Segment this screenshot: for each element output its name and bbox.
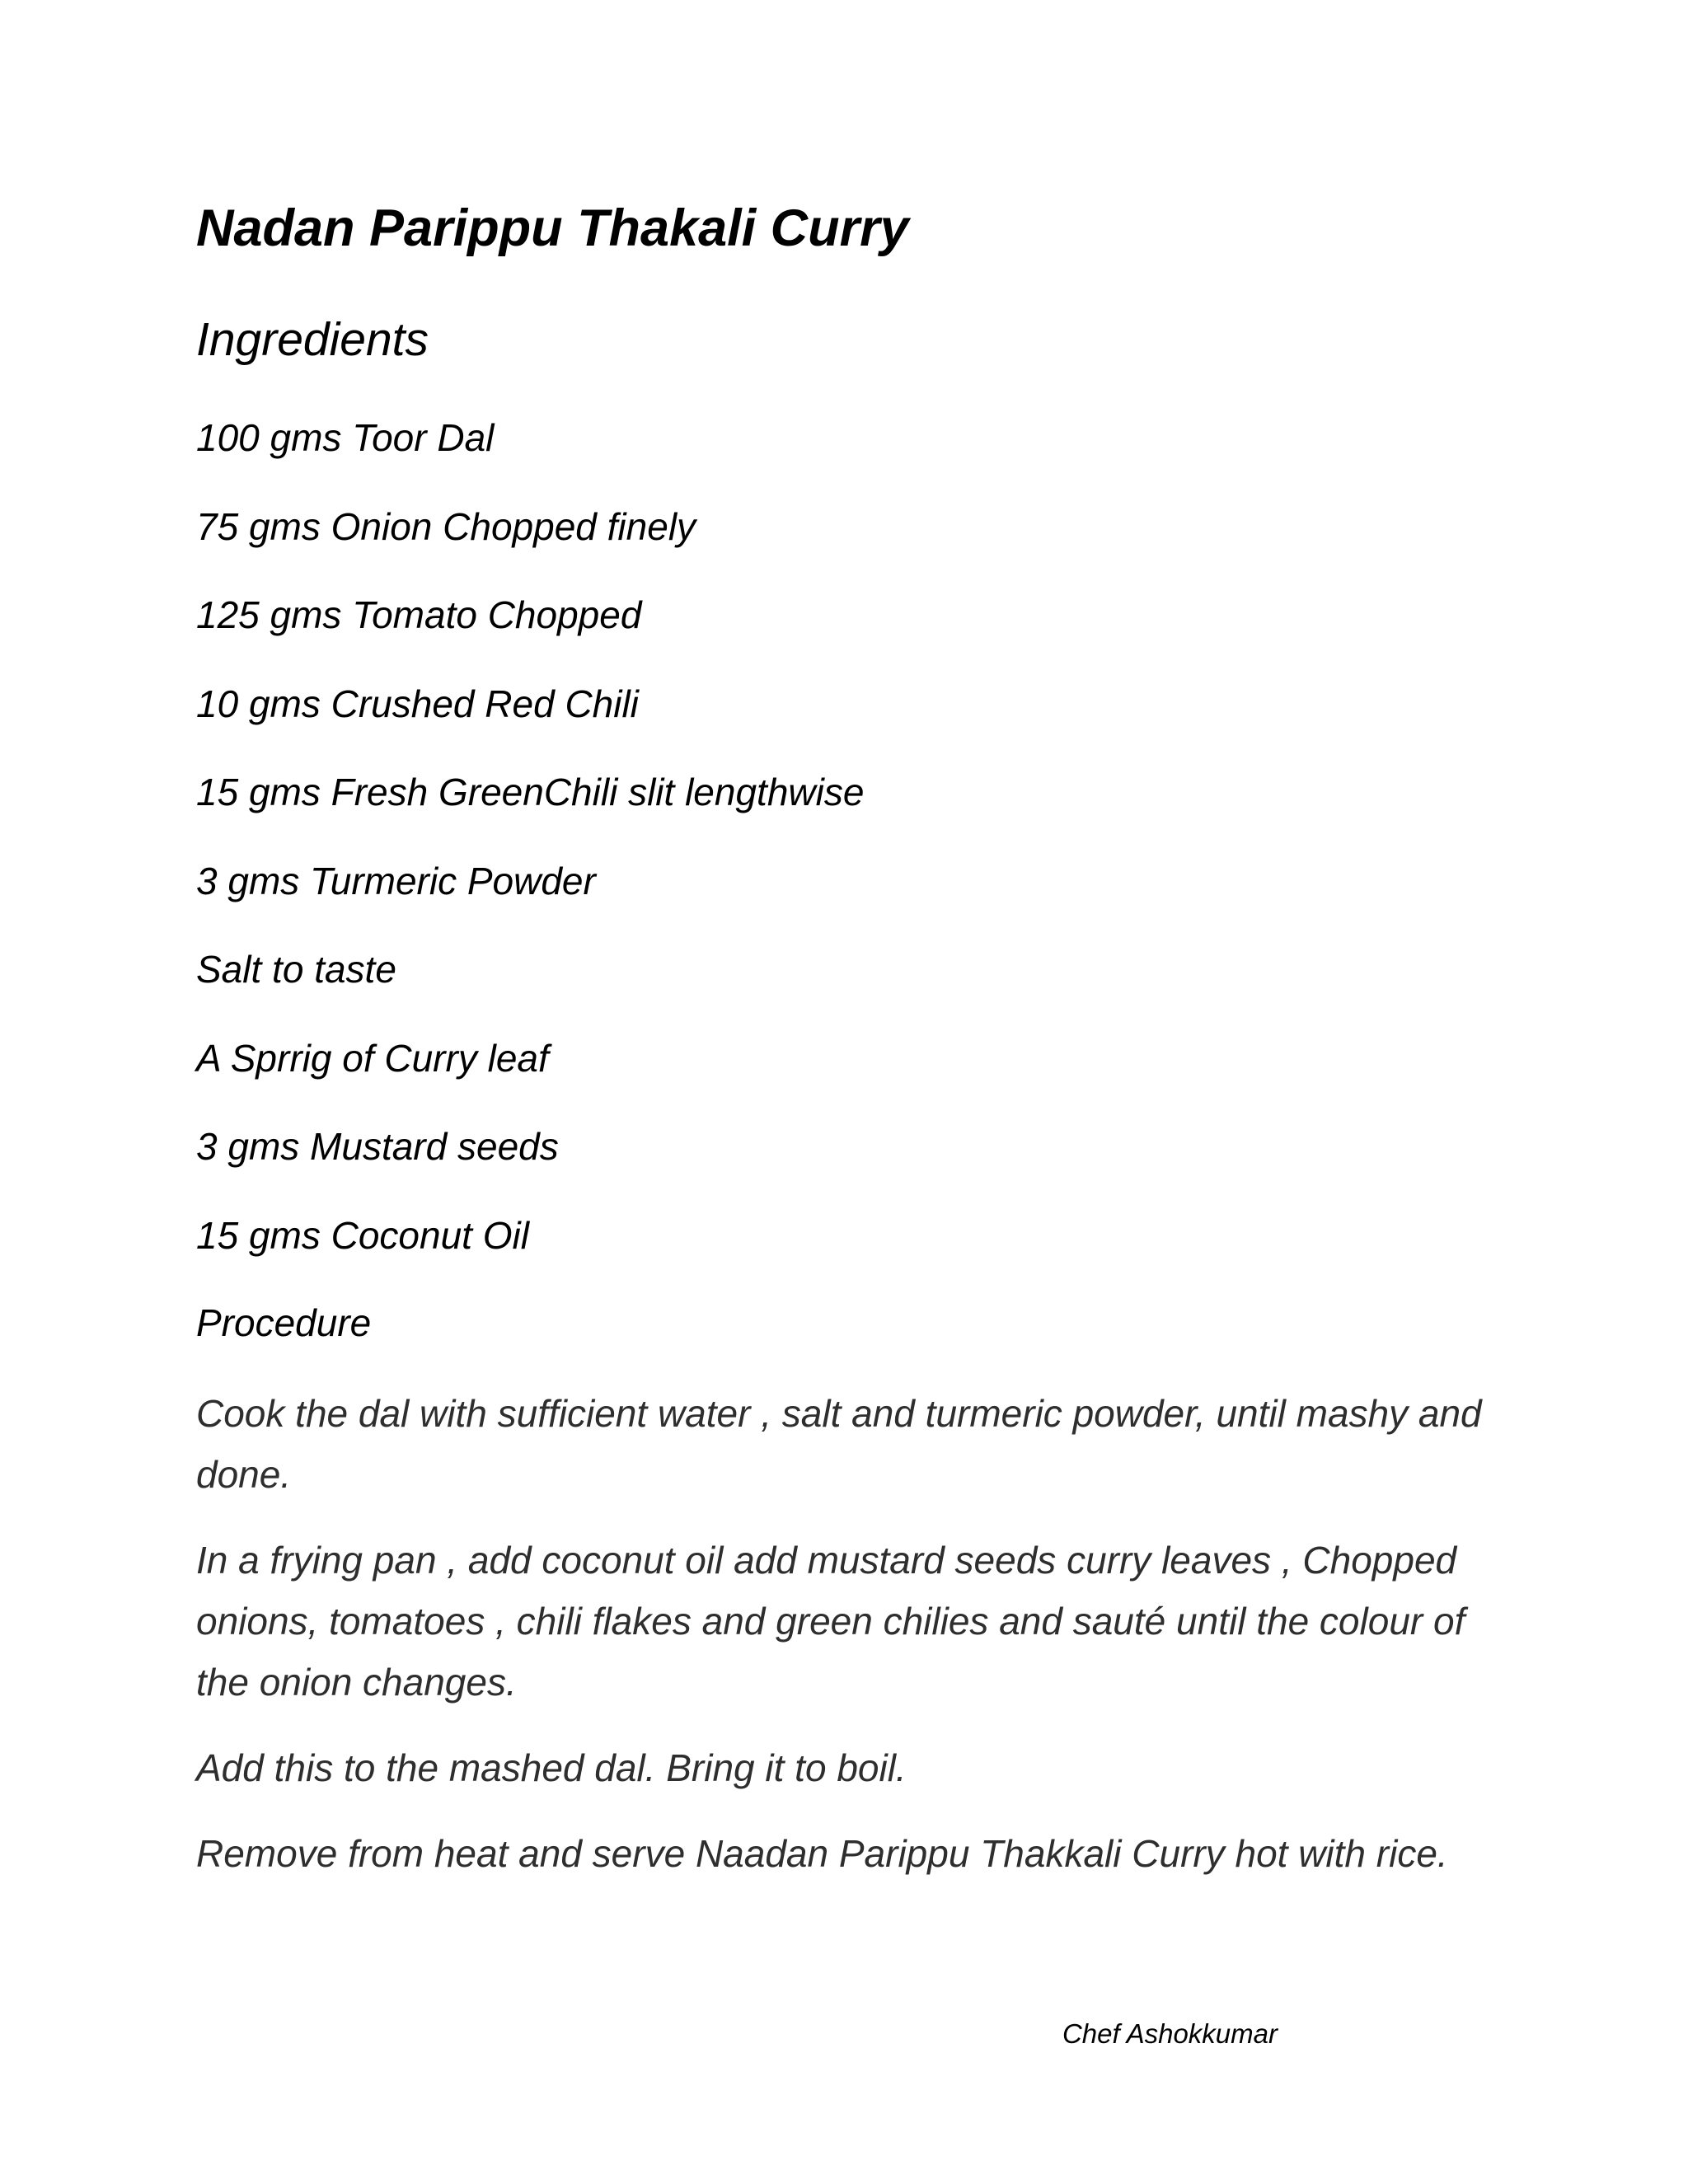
recipe-title: Nadan Parippu Thakali Curry <box>196 199 909 257</box>
ingredient-item: 75 gms Onion Chopped finely <box>196 504 696 548</box>
procedure-steps <box>196 1383 1498 1909</box>
ingredient-item: 10 gms Crushed Red Chili <box>196 682 639 725</box>
ingredient-item: A Sprrig of Curry leaf <box>196 1036 549 1080</box>
procedure-heading: Procedure <box>196 1301 372 1344</box>
ingredient-item: 3 gms Turmeric Powder <box>196 859 596 902</box>
procedure-step: Remove from heat and serve Naadan Parippu Thakkali Curry hot with rice. <box>196 1832 1448 1875</box>
procedure-step: Add this to the mashed dal. Bring it to boil. <box>196 1746 907 1789</box>
procedure-step: In a frying pan , add coconut oil add mustard seeds curry leaves , Chopped onions, tomatoes , chili flakes and green chilies and sauté until the colour of the onion changes. <box>196 1539 1465 1704</box>
document-page <box>196 0 1498 2184</box>
procedure-step: Cook the dal with sufficient water , salt and turmeric powder, until mashy and done. <box>196 1392 1482 1496</box>
ingredients-list <box>196 412 864 1298</box>
ingredient-item: Salt to taste <box>196 948 396 991</box>
ingredient-item: 125 gms Tomato Chopped <box>196 593 642 636</box>
ingredient-item: 100 gms Toor Dal <box>196 416 495 459</box>
ingredient-item: 15 gms Fresh GreenChili slit lengthwise <box>196 771 865 813</box>
chef-signature: Chef Ashokkumar <box>1062 2018 1278 2049</box>
ingredient-item: 15 gms Coconut Oil <box>196 1213 529 1257</box>
ingredients-heading: Ingredients <box>196 313 429 366</box>
ingredient-item: 3 gms Mustard seeds <box>196 1125 559 1168</box>
